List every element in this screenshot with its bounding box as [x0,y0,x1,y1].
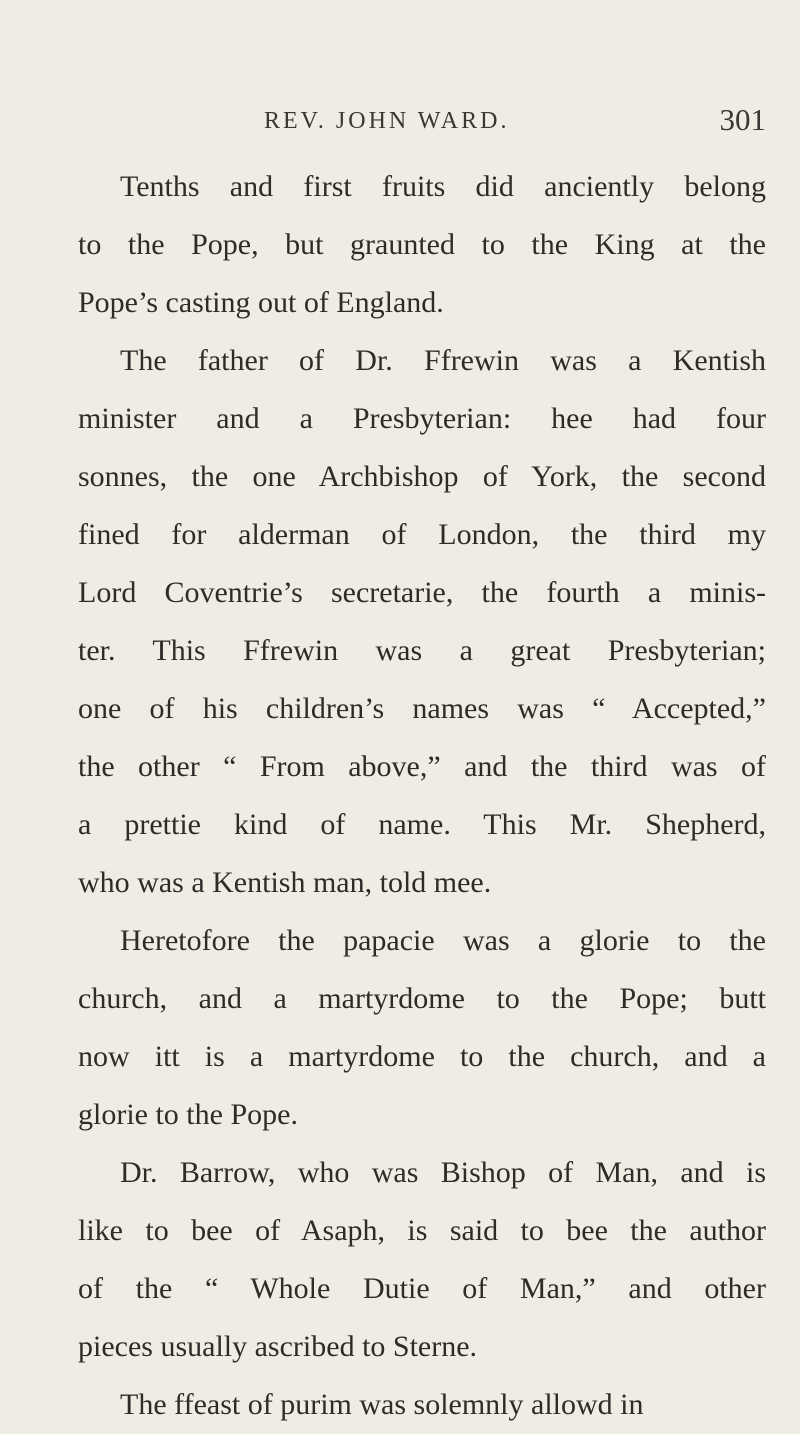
page-number: 301 [719,102,766,137]
text-line: glorie to the Pope. [78,1098,298,1131]
text-line: a prettie kind of name. This Mr. Shepherd, [78,808,766,841]
text-line: fined for alderman of London, the third my [78,518,766,551]
text-line: one of his children’s names was “ Accepted,” [78,692,766,725]
running-head: REV. JOHN WARD. [264,108,510,134]
text-line: pieces usually ascribed to Sterne. [78,1330,478,1363]
text-line: like to bee of Asaph, is said to bee the author [78,1214,766,1247]
text-line: Dr. Barrow, who was Bishop of Man, and is [120,1156,766,1189]
text-line: ter. This Ffrewin was a great Presbyterian; [78,634,766,667]
text-line: church, and a martyrdome to the Pope; butt [78,982,766,1015]
text-line: the other “ From above,” and the third was of [78,750,766,783]
text-line: minister and a Presbyterian: hee had four [78,402,766,435]
text-line: of the “ Whole Dutie of Man,” and other [78,1272,766,1305]
page-header [78,102,766,146]
text-line: Pope’s casting out of England. [78,286,444,319]
text-line: to the Pope, but graunted to the King at the [78,228,766,261]
text-line: sonnes, the one Archbishop of York, the second [78,460,766,493]
text-line: now itt is a martyrdome to the church, and a [78,1040,766,1073]
text-line: who was a Kentish man, told mee. [78,866,492,899]
text-line: The ffeast of purim was solemnly allowd in [120,1388,644,1421]
body-text [78,158,766,1434]
text-line: Lord Coventrie’s secretarie, the fourth a minis- [78,576,766,609]
text-line: Tenths and first fruits did anciently belong [120,170,766,203]
text-line: The father of Dr. Ffrewin was a Kentish [120,344,766,377]
text-line: Heretofore the papacie was a glorie to the [120,924,766,957]
